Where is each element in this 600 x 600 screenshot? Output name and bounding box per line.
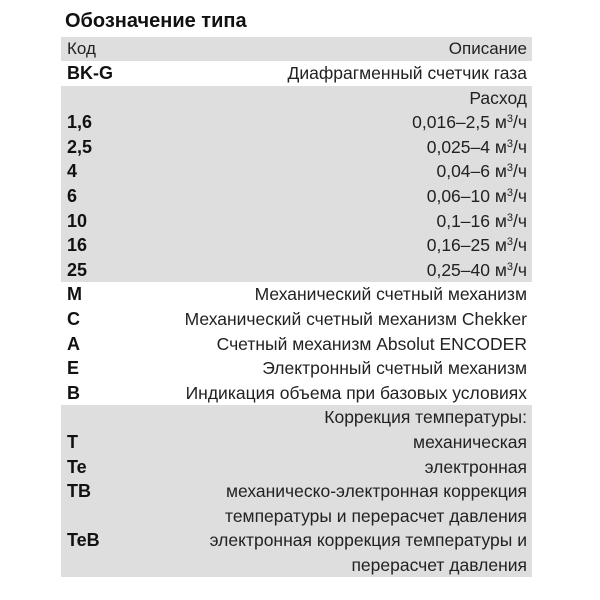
row-description-text: 0,025–4 м	[426, 136, 507, 157]
row-description-text: электронная	[424, 456, 527, 477]
unit-superscript: 3	[506, 162, 514, 175]
table-row	[61, 455, 532, 480]
row-code: A	[67, 333, 80, 354]
table-row	[61, 86, 532, 111]
row-description-text: 0,1–16 м	[436, 210, 507, 231]
unit-tail: /ч	[513, 161, 527, 182]
row-description-text: 0,06–10 м	[426, 185, 507, 206]
row-description-text: 0,25–40 м	[426, 259, 507, 280]
unit-superscript: 3	[506, 186, 514, 199]
row-description	[427, 233, 527, 258]
table-row	[61, 61, 532, 86]
row-code: 1,6	[67, 112, 93, 133]
unit-superscript: 3	[506, 113, 514, 126]
row-description-text: Механический счетный механизм	[254, 284, 527, 305]
row-description-text: 0,04–6 м	[436, 161, 507, 182]
row-code: TB	[67, 481, 91, 502]
table-row	[61, 504, 532, 529]
row-code: T	[67, 431, 78, 452]
table-row	[61, 528, 532, 553]
row-code: 16	[67, 235, 88, 256]
row-code: BK-G	[67, 63, 113, 83]
row-description-text: механическая	[413, 431, 527, 452]
row-description-text: Электронный счетный механизм	[262, 358, 527, 379]
row-code: TeB	[67, 530, 100, 551]
header-description: Описание	[448, 38, 527, 58]
row-description-text: Механический счетный механизм Chekker	[184, 308, 527, 329]
row-description-text: 0,16–25 м	[426, 235, 507, 256]
row-description	[351, 553, 527, 578]
table-row	[61, 282, 532, 307]
row-description	[262, 356, 527, 381]
table-row	[61, 405, 532, 430]
table-row	[61, 135, 532, 160]
row-code: 10	[67, 210, 88, 231]
row-description	[427, 184, 527, 209]
table-row	[61, 332, 532, 357]
row-description	[186, 381, 527, 406]
table-row	[61, 430, 532, 455]
row-code: Te	[67, 456, 87, 477]
row-description-text: 0,016–2,5 м	[412, 112, 507, 133]
type-designation-table	[61, 37, 532, 577]
row-description	[425, 455, 527, 480]
row-description-text: Индикация объема при базовых условиях	[185, 382, 527, 403]
section-title: Обозначение типа	[65, 10, 247, 32]
table-row	[61, 209, 532, 234]
row-description-text: Диафрагменный счетчик газа	[287, 63, 527, 83]
row-description-text: Расход	[469, 87, 527, 108]
row-description	[217, 332, 527, 357]
row-description	[210, 528, 527, 553]
row-code: M	[67, 284, 82, 305]
unit-superscript: 3	[506, 236, 514, 249]
row-code: 2,5	[67, 136, 93, 157]
table-row	[61, 307, 532, 332]
table-row	[61, 184, 532, 209]
unit-tail: /ч	[513, 185, 527, 206]
unit-superscript: 3	[506, 211, 514, 224]
unit-tail: /ч	[513, 259, 527, 280]
unit-tail: /ч	[513, 136, 527, 157]
row-description	[427, 135, 527, 160]
row-description	[469, 86, 527, 111]
table-row	[61, 381, 532, 406]
row-code: B	[67, 382, 80, 403]
row-description-text: перерасчет давления	[351, 554, 527, 575]
row-code: 25	[67, 259, 88, 280]
table-row	[61, 258, 532, 283]
row-description	[412, 110, 527, 135]
table-body	[61, 61, 532, 577]
row-description	[324, 405, 527, 430]
row-code: 4	[67, 161, 78, 182]
unit-superscript: 3	[506, 137, 514, 150]
row-description	[413, 430, 527, 455]
table-row	[61, 356, 532, 381]
row-description	[226, 479, 527, 504]
row-description	[225, 504, 527, 529]
row-description-text: температуры и перерасчет давления	[225, 505, 527, 526]
unit-tail: /ч	[513, 112, 527, 133]
row-description-text: Коррекция температуры:	[324, 407, 527, 428]
row-code: 6	[67, 185, 78, 206]
table-row	[61, 110, 532, 135]
row-description-text: электронная коррекция температуры и	[209, 530, 527, 551]
row-code: E	[67, 358, 80, 379]
row-description	[185, 307, 527, 332]
table-row	[61, 159, 532, 184]
row-description	[427, 258, 527, 283]
table-row	[61, 553, 532, 578]
row-description	[436, 209, 527, 234]
row-description	[255, 282, 527, 307]
row-code: C	[67, 308, 80, 329]
table-header-row	[61, 37, 532, 61]
table-row	[61, 233, 532, 258]
unit-tail: /ч	[513, 210, 527, 231]
row-description-text: Счетный механизм Absolut ENCODER	[216, 333, 527, 354]
row-description-text: механическо-электронная коррекция	[225, 481, 527, 502]
table-row	[61, 479, 532, 504]
unit-tail: /ч	[513, 235, 527, 256]
unit-superscript: 3	[506, 260, 514, 273]
row-description	[436, 159, 527, 184]
header-code: Код	[67, 38, 96, 58]
row-description	[288, 61, 527, 86]
